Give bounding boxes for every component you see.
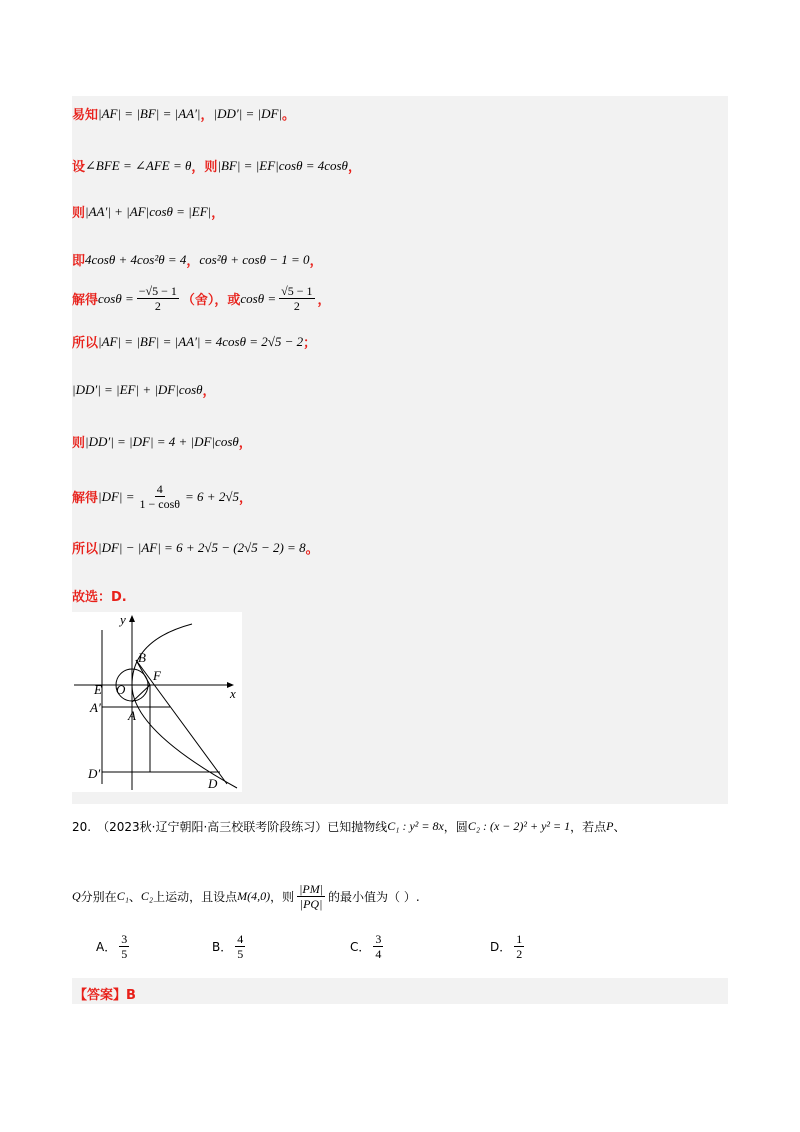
math-expr: |AA′| + |AF|cosθ = |EF| [85, 203, 212, 219]
math-expr: |DD′| = |DF| = 4 + |DF|cosθ [85, 433, 239, 449]
fraction-denominator: 2 [293, 299, 300, 313]
solution-line-7 [72, 380, 216, 399]
math-expr: |DF| = [98, 488, 135, 504]
text: 上运动，且设点 [153, 890, 238, 904]
fraction [235, 932, 245, 961]
fraction [279, 284, 314, 313]
text: 。 [305, 542, 319, 557]
fraction [514, 932, 524, 961]
line-af [132, 685, 150, 702]
solution-line-1 [72, 104, 295, 123]
text: ； [303, 336, 317, 351]
answer-bar [72, 978, 728, 1004]
label-f: F [153, 668, 161, 683]
text: ，则 [191, 160, 218, 175]
text: ， [186, 254, 200, 269]
geometry-figure [72, 612, 242, 792]
text: ， [202, 384, 216, 399]
fraction [137, 284, 179, 313]
fraction-denominator: 2 [154, 299, 161, 313]
fraction-numerator: 1 [516, 932, 523, 946]
math-expr: |AF| = |BF| = |AA′| = 4cosθ = 2√5 − 2 [98, 333, 304, 349]
fraction [297, 882, 325, 911]
text: ，则 [270, 890, 295, 904]
label-a: A [128, 708, 136, 723]
text: ，若点 [570, 820, 607, 834]
question-number: 20. [72, 819, 92, 834]
fraction [138, 482, 183, 511]
math-expr: Q [72, 889, 81, 903]
math-expr: P [606, 819, 614, 833]
solution-line-5 [72, 284, 331, 313]
text: （舍），或 [181, 293, 241, 308]
math-expr: cosθ = [240, 290, 277, 306]
fraction-denominator: 5 [237, 947, 244, 961]
text: 解得 [72, 491, 99, 506]
fraction-numerator: 3 [375, 932, 382, 946]
solution-choice-line [72, 586, 127, 605]
text: ， [238, 491, 252, 506]
text: 即 [72, 254, 86, 269]
solution-line-10 [72, 538, 319, 557]
fraction-denominator: |PQ| [299, 897, 323, 911]
question-line-1 [72, 818, 626, 835]
fraction-numerator: |PM| [299, 882, 324, 896]
choice-label: A． [96, 940, 117, 954]
y-axis-arrow-icon [129, 615, 135, 622]
fraction [119, 932, 129, 961]
text: 的最小值为（ ）. [328, 890, 420, 904]
text: 易知 [72, 108, 99, 123]
question-source: （2023秋·辽宁朝阳·高三校联考阶段练习）已知抛物线 [97, 820, 388, 834]
text: ，圆 [443, 820, 468, 834]
math-expr: C₁ : y² = 8x [387, 819, 444, 833]
text: 则 [72, 436, 86, 451]
math-expr: ∠BFE = ∠AFE = θ [85, 157, 192, 173]
label-e: E [94, 682, 102, 697]
label-y: y [120, 612, 126, 627]
text: 分别在 [80, 890, 117, 904]
solution-line-3 [72, 202, 224, 221]
choice-label: C． [350, 940, 371, 954]
math-expr: = 6 + 2√5 [185, 488, 239, 504]
text: 、 [613, 820, 626, 834]
fraction-denominator: 2 [516, 947, 523, 961]
text: 所以 [72, 542, 99, 557]
text: 故选：D. [72, 590, 127, 605]
text: ， [200, 108, 214, 123]
solution-line-9 [72, 482, 252, 511]
math-expr: C₂ : (x − 2)² + y² = 1 [467, 819, 571, 833]
text: ， [211, 206, 225, 221]
figure-svg [72, 612, 242, 792]
choice-b[interactable] [212, 932, 248, 961]
fraction-numerator: 4 [156, 482, 163, 496]
text: ， [347, 160, 361, 175]
label-a-prime: A′ [90, 700, 101, 715]
fraction-numerator: √5 − 1 [281, 284, 313, 298]
math-expr: C₁ [116, 889, 129, 903]
label-d-prime: D′ [88, 766, 101, 781]
math-expr: |AF| = |BF| = |AA′| [98, 105, 201, 121]
solution-line-4 [72, 250, 323, 269]
parabola-lower [132, 685, 237, 788]
fraction-denominator: 5 [121, 947, 128, 961]
math-expr: |DD′| = |DF| [213, 105, 283, 121]
text: 则 [72, 206, 86, 221]
choice-c[interactable] [350, 932, 386, 961]
text: 设 [72, 160, 86, 175]
solution-line-6 [72, 332, 316, 351]
choice-label: D． [490, 940, 512, 954]
choice-label: B． [212, 940, 233, 954]
fraction-denominator: 4 [375, 947, 382, 961]
fraction-numerator: 3 [121, 932, 128, 946]
text: 解得 [72, 293, 99, 308]
fraction-numerator: 4 [237, 932, 244, 946]
math-expr: 4cosθ + 4cos²θ = 4 [85, 251, 187, 267]
fraction-numerator: −√5 − 1 [138, 284, 177, 298]
solution-line-2 [72, 156, 361, 175]
text: 所以 [72, 336, 99, 351]
choice-a[interactable] [96, 932, 132, 961]
math-expr: |DF| − |AF| = 6 + 2√5 − (2√5 − 2) = 8 [98, 539, 306, 555]
answer-text: 【答案】B [74, 988, 136, 1003]
math-expr: cos²θ + cosθ − 1 = 0 [199, 251, 310, 267]
math-expr: C₂ [140, 889, 154, 903]
math-expr: cosθ = [98, 290, 134, 306]
label-o: O [116, 682, 126, 697]
math-expr: |DD′| = |EF| + |DF|cosθ [72, 381, 203, 397]
label-b: B [138, 650, 146, 665]
math-expr: M(4,0) [237, 889, 271, 903]
label-d: D [208, 776, 218, 791]
question-line-2 [72, 882, 420, 911]
choice-d[interactable] [490, 932, 527, 961]
text: ， [309, 254, 323, 269]
text: 、 [128, 890, 141, 904]
fraction-denominator: 1 − cosθ [139, 497, 181, 511]
label-x: x [230, 686, 236, 701]
text: ， [238, 436, 252, 451]
text: 。 [282, 108, 296, 123]
math-expr: |BF| = |EF|cosθ = 4cosθ [217, 157, 348, 173]
fraction [373, 932, 383, 961]
solution-line-8 [72, 432, 252, 451]
text: ， [317, 293, 331, 308]
